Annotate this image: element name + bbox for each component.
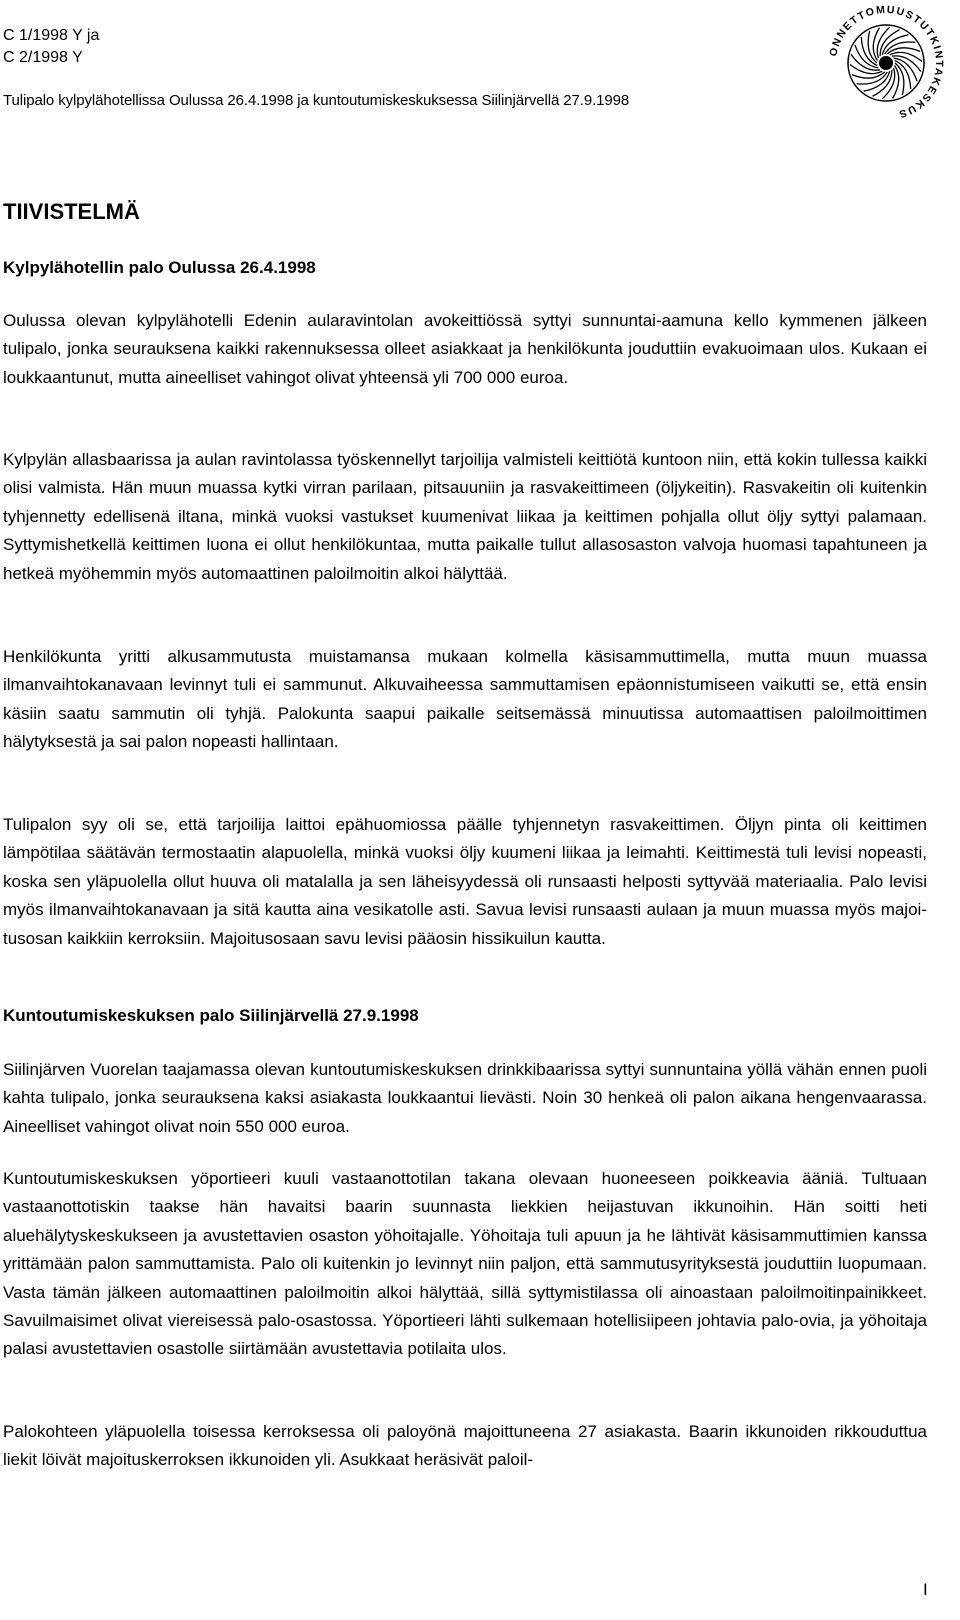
report-number-line-2: C 2/1998 Y — [3, 49, 83, 66]
paragraph-oulu-2: Kylpylän allasbaarissa ja aulan ravintolassa työskennellyt tarjoilija valmisteli keittiötä kuntoon niin, että kokin tullessa kaikki olisi valmista. Hän muun muassa kytki virran parilaan, pitsauuniin ja rasvakeittimeen (öljykeitin). Rasvakeitin oli kuitenkin tyhjennetty edellisenä iltana, minkä vuoksi vastukset kuumenivat liikaa ja keittimen pohjalla ollut öljy syttyi palamaan. Syttymishetkellä keittimen luona ei ollut henkilökuntaa, mutta paikalle tullut allasosaston valvoja huomasi tapahtuneen ja hetkeä myöhemmin myös automaattinen paloilmoitin alkoi hälyttää. — [3, 450, 927, 583]
summary-heading: TIIVISTELMÄ — [3, 199, 140, 224]
onnettomuustutkintakeskus-seal-icon — [826, 3, 946, 123]
section-title-oulu: Kylpylähotellin palo Oulussa 26.4.1998 — [3, 258, 316, 277]
paragraph-siilinjarvi-2: Kuntoutumiskeskuksen yöportieeri kuuli vastaanottotilan takana olevaan huoneeseen poikkeavia ääniä. Tultuaan vastaanottotiskin taakse hän havaitsi baarin suunnasta liekkien heijastuvan ikkunoihin. Hän soitti heti aluehälytyskeskukseen ja avustettavien osaston yöhoitajalle. Yöhoitaja tuli apuun ja he lähtivät käsisammuttimien kanssa yrittämään palon sammuttamista. Palo oli kuitenkin jo levinnyt niin paljon, että sammutusyrityksestä jouduttiin luopumaan. Vasta tämän jälkeen automaattinen paloilmoitin alkoi hälyttää, sillä syttymistilassa oli ainoastaan paloilmoitinpainikkeet. Savuilmaisimet olivat viereisessä palo-osastossa. Yöportieeri lähti sulkemaan hotellisiipeen johtavia palo-ovia, ja yöhoitaja palasi avustettavien osastolle siirtämään avustettavia potilaita ulos. — [3, 1169, 927, 1359]
section-title-siilinjarvi: Kuntoutumiskeskuksen palo Siilinjärvellä 27.9.1998 — [3, 1006, 419, 1025]
seal-text: ONNETTOMUUSTUTKINTAKESKUS — [827, 3, 946, 121]
paragraph-siilinjarvi-1: Siilinjärven Vuorelan taajamassa olevan kuntoutumiskeskuksen drinkkibaarissa syttyi sunnuntaina yöllä vähän ennen puoli kahta tulipalo, jonka seurauksena kaksi asiakasta loukkaantui lievästi. Noin 30 henkeä oli palon aikana hengenvaarassa. Aineelliset vahingot olivat noin 550 000 euroa. — [3, 1060, 927, 1136]
report-title: Tulipalo kylpylähotellissa Oulussa 26.4.1998 ja kuntoutumiskeskuksessa Siilinjärvellä 27.9.1998 — [3, 92, 630, 109]
paragraph-oulu-1: Oulussa olevan kylpylähotelli Edenin aularavintolan avokeittiössä syttyi sunnuntai-aamuna kello kymmenen jälkeen tulipalo, jonka seurauksena kaikki rakennuksessa olleet asiakkaat ja henkilökunta jouduttiin evakuoimaan ulos. Kukaan ei loukkaantunut, mutta aineelliset vahingot olivat yhteensä yli 700 000 euroa. — [3, 311, 927, 387]
paragraph-oulu-3: Henkilökunta yritti alkusammutusta muistamansa mukaan kolmella käsisammuttimella, mutta muun muassa ilmanvaihtokanavaan levinnyt tuli ei sammunut. Alkuvaiheessa sammuttamisen epäonnistumiseen vaikutti se, että ensin käsiin saatu sammutin oli tyhjä. Palokunta saapui paikalle seitsemässä minuutissa automaattisen paloilmoittimen hälytyksestä ja sai palon nopeasti hallintaan. — [3, 647, 927, 752]
report-number-line-1: C 1/1998 Y ja — [3, 27, 100, 44]
page-number-mark: I — [923, 1580, 928, 1599]
seal-swirl-line — [890, 52, 922, 61]
paragraph-oulu-4: Tulipalon syy oli se, että tarjoilija laittoi epähuomiossa päälle tyhjennetyn rasvakeittimen. Öljyn pinta oli keittimen lämpötilaa säätävän termostaatin alapuolella, minkä vuoksi öljy kuumeni liikaa ja leimahti. Keittimestä tuli levisi nopeasti, koska sen yläpuolella ollut huuva oli matalalla ja sen läheisyydessä oli runsaasti helposti syttyvää materiaalia. Palo levisi myös ilmanvaihtokanavaan ja sitä kautta aina vesikatolle asti. Savua levisi runsaasti aulaan ja muun muassa myös majoitusosan kaikkiin kerroksiin. Majoitusosaan savu levisi pääosin hissikuilun kautta. — [3, 815, 927, 948]
paragraph-siilinjarvi-3: Palokohteen yläpuolella toisessa kerroksessa oli paloyönä majoittuneena 27 asiakasta. Baarin ikkunoiden rikkouduttua liekit löivät majoituskerroksen ikkunoiden yli. Asukkaat heräsivät paloil- — [3, 1422, 927, 1470]
seal-swirl-line — [850, 65, 882, 74]
